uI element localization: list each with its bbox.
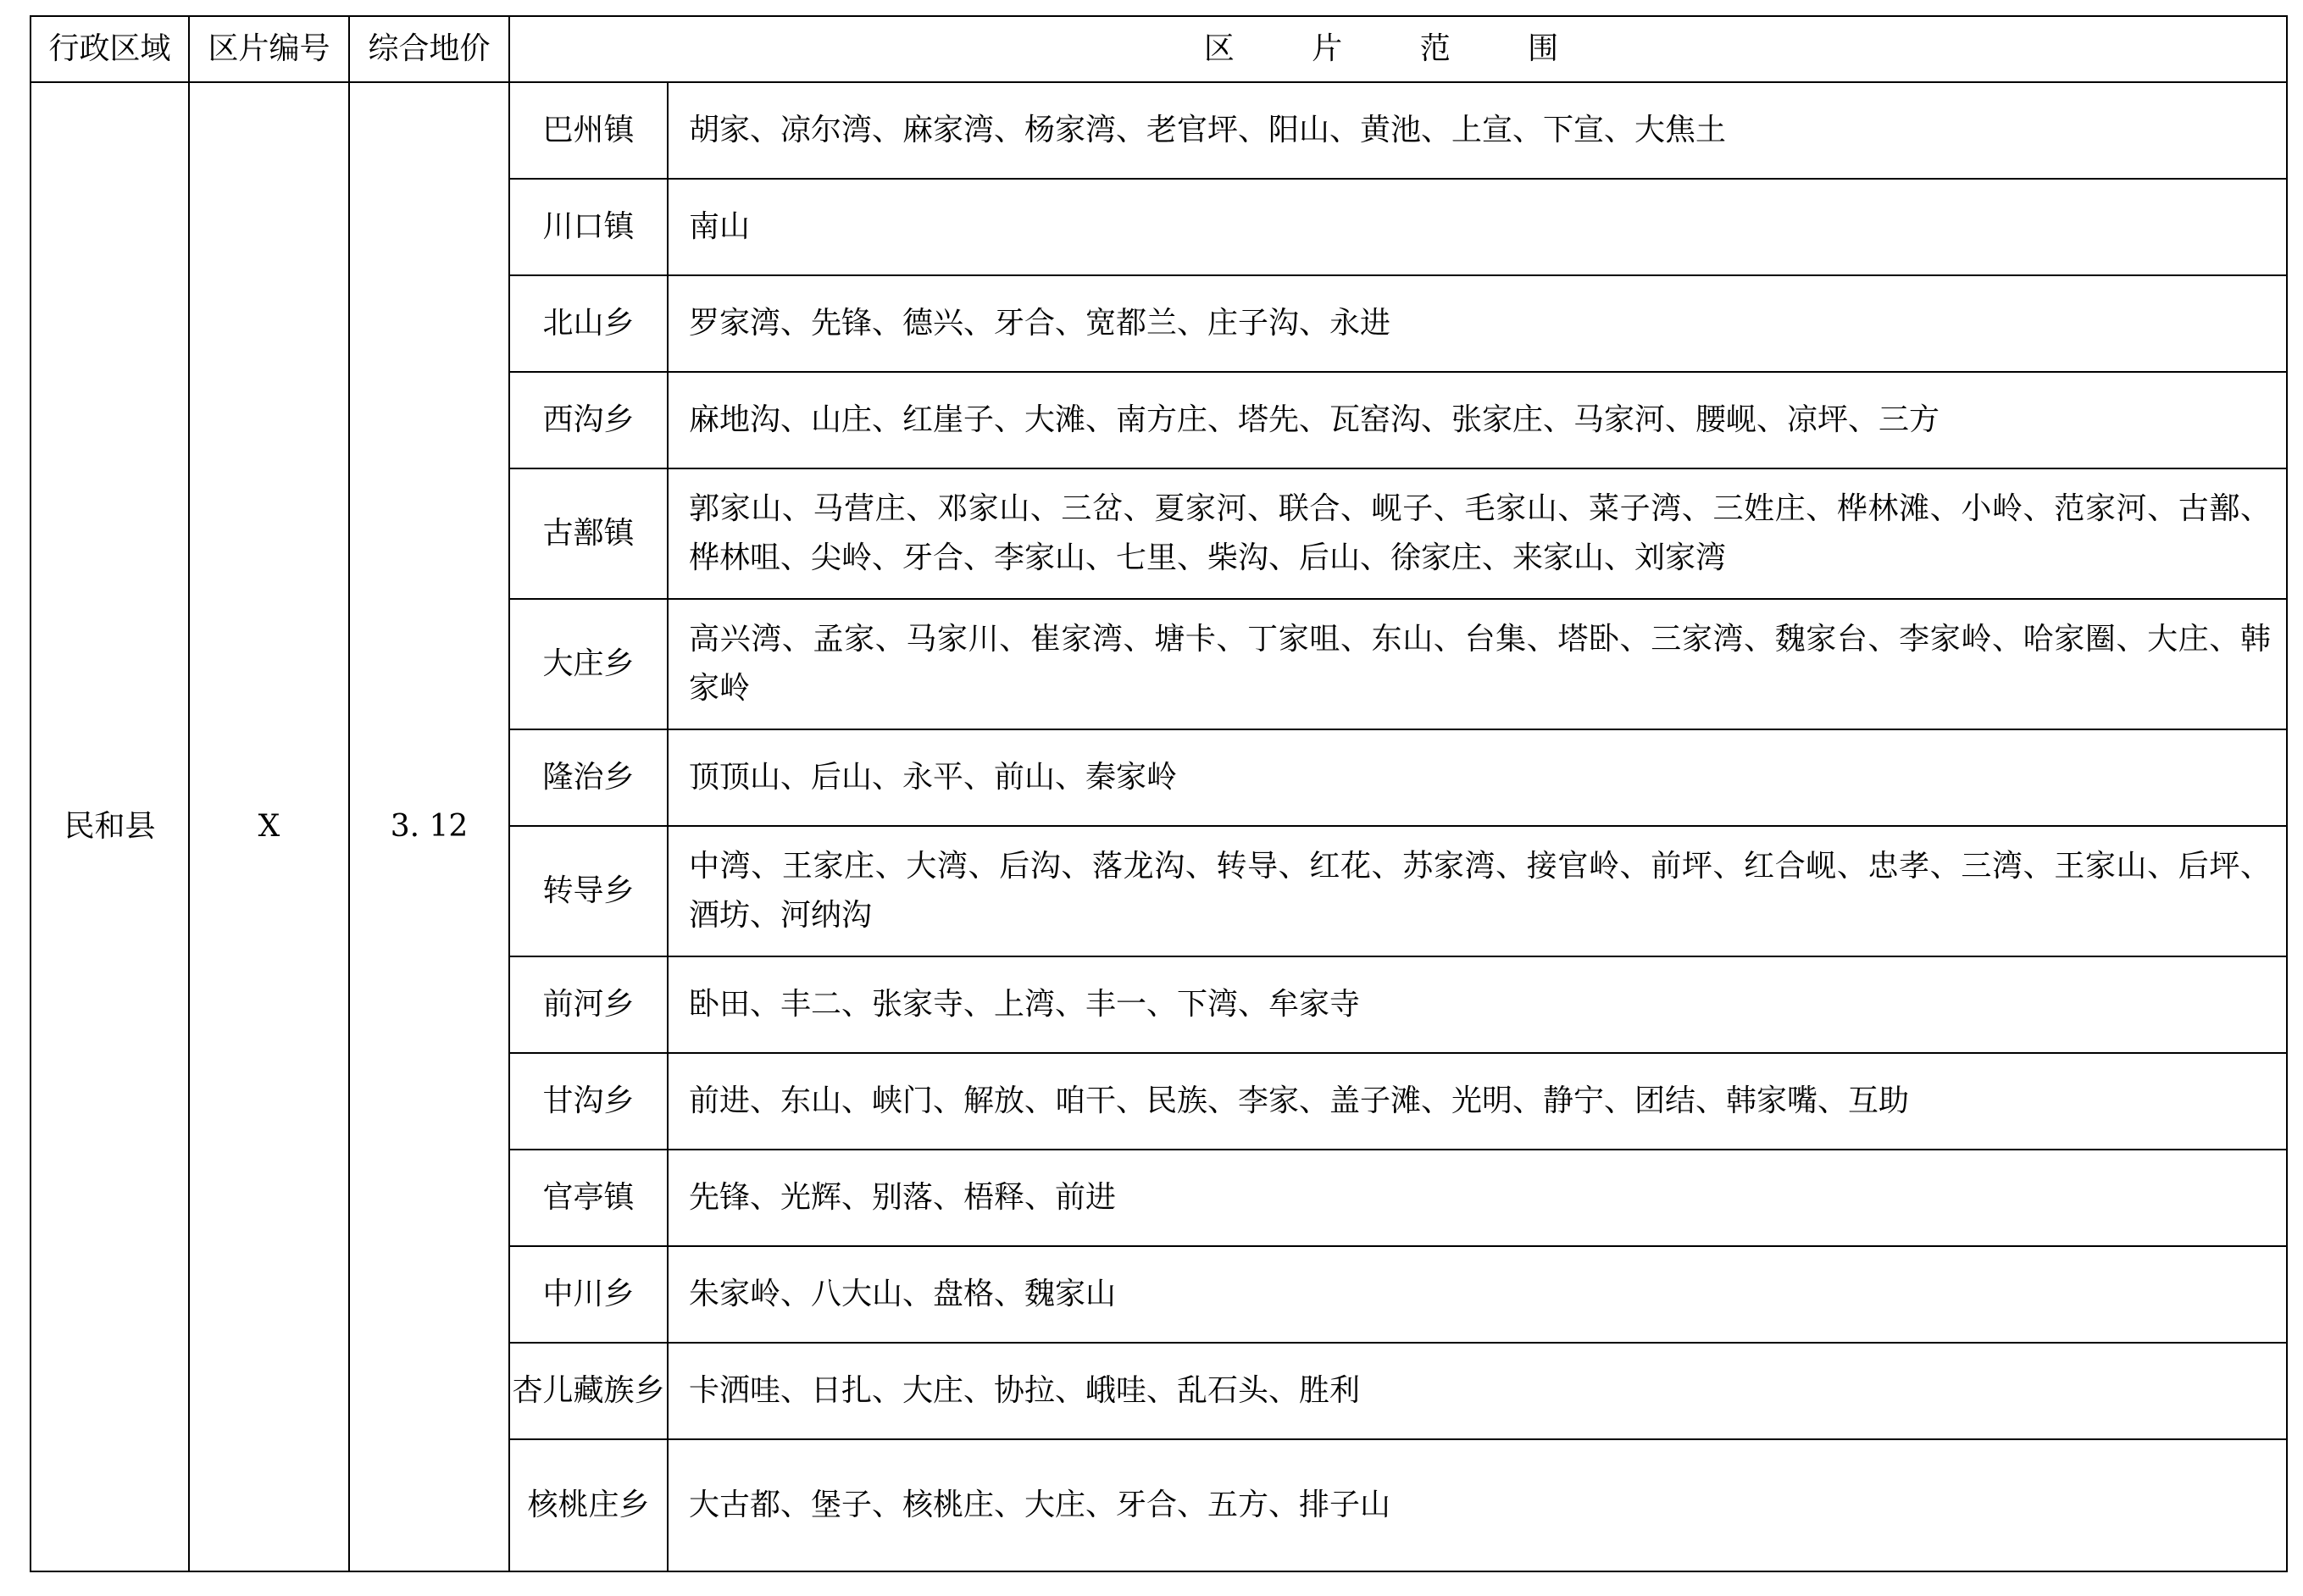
town-cell: 北山乡 [509, 275, 668, 372]
land-price-table [30, 15, 2288, 1572]
region-cell: 民和县 [31, 82, 189, 1571]
town-cell: 转导乡 [509, 826, 668, 956]
villages-cell: 卧田、丰二、张家寺、上湾、丰一、下湾、牟家寺 [668, 956, 2287, 1053]
town-cell: 杏儿藏族乡 [509, 1343, 668, 1439]
town-cell: 核桃庄乡 [509, 1439, 668, 1571]
villages-cell: 朱家岭、八大山、盘格、魏家山 [668, 1246, 2287, 1343]
header-region: 行政区域 [31, 16, 189, 82]
villages-cell: 高兴湾、孟家、马家川、崔家湾、塘卡、丁家咀、东山、台集、塔卧、三家湾、魏家台、李家岭、哈家圈、大庄、韩家岭 [668, 599, 2287, 729]
villages-cell: 大古都、堡子、核桃庄、大庄、牙合、五方、排子山 [668, 1439, 2287, 1571]
town-cell: 川口镇 [509, 179, 668, 275]
villages-cell: 罗家湾、先锋、德兴、牙合、宽都兰、庄子沟、永进 [668, 275, 2287, 372]
header-zone-number: 区片编号 [189, 16, 349, 82]
villages-cell: 胡家、凉尔湾、麻家湾、杨家湾、老官坪、阳山、黄池、上宣、下宣、大焦土 [668, 82, 2287, 179]
villages-cell: 麻地沟、山庄、红崖子、大滩、南方庄、塔先、瓦窑沟、张家庄、马家河、腰岘、凉坪、三方 [668, 372, 2287, 468]
town-cell: 隆治乡 [509, 729, 668, 826]
villages-cell: 顶顶山、后山、永平、前山、秦家岭 [668, 729, 2287, 826]
town-cell: 中川乡 [509, 1246, 668, 1343]
town-cell: 巴州镇 [509, 82, 668, 179]
villages-cell: 中湾、王家庄、大湾、后沟、落龙沟、转导、红花、苏家湾、接官岭、前坪、红合岘、忠孝、三湾、王家山、后坪、酒坊、河纳沟 [668, 826, 2287, 956]
composite-price-cell: 3. 12 [349, 82, 509, 1571]
town-cell: 大庄乡 [509, 599, 668, 729]
header-row [31, 16, 2287, 82]
zone-number-cell: X [189, 82, 349, 1571]
villages-cell: 郭家山、马营庄、邓家山、三岔、夏家河、联合、岘子、毛家山、菜子湾、三姓庄、桦林滩、小岭、范家河、古鄯、桦林咀、尖岭、牙合、李家山、七里、柴沟、后山、徐家庄、来家山、刘家湾 [668, 468, 2287, 599]
villages-cell: 先锋、光辉、别落、梧释、前进 [668, 1150, 2287, 1246]
header-zone-range: 区 片 范 围 [509, 16, 2287, 82]
town-cell: 古鄯镇 [509, 468, 668, 599]
town-cell: 甘沟乡 [509, 1053, 668, 1150]
villages-cell: 卡洒哇、日扎、大庄、协拉、峨哇、乱石头、胜利 [668, 1343, 2287, 1439]
land-price-sheet [30, 15, 2288, 1572]
town-cell: 官亭镇 [509, 1150, 668, 1246]
villages-cell: 南山 [668, 179, 2287, 275]
town-cell: 前河乡 [509, 956, 668, 1053]
villages-cell: 前进、东山、峡门、解放、咱干、民族、李家、盖子滩、光明、静宁、团结、韩家嘴、互助 [668, 1053, 2287, 1150]
header-composite-price: 综合地价 [349, 16, 509, 82]
town-cell: 西沟乡 [509, 372, 668, 468]
table-row [31, 82, 2287, 179]
